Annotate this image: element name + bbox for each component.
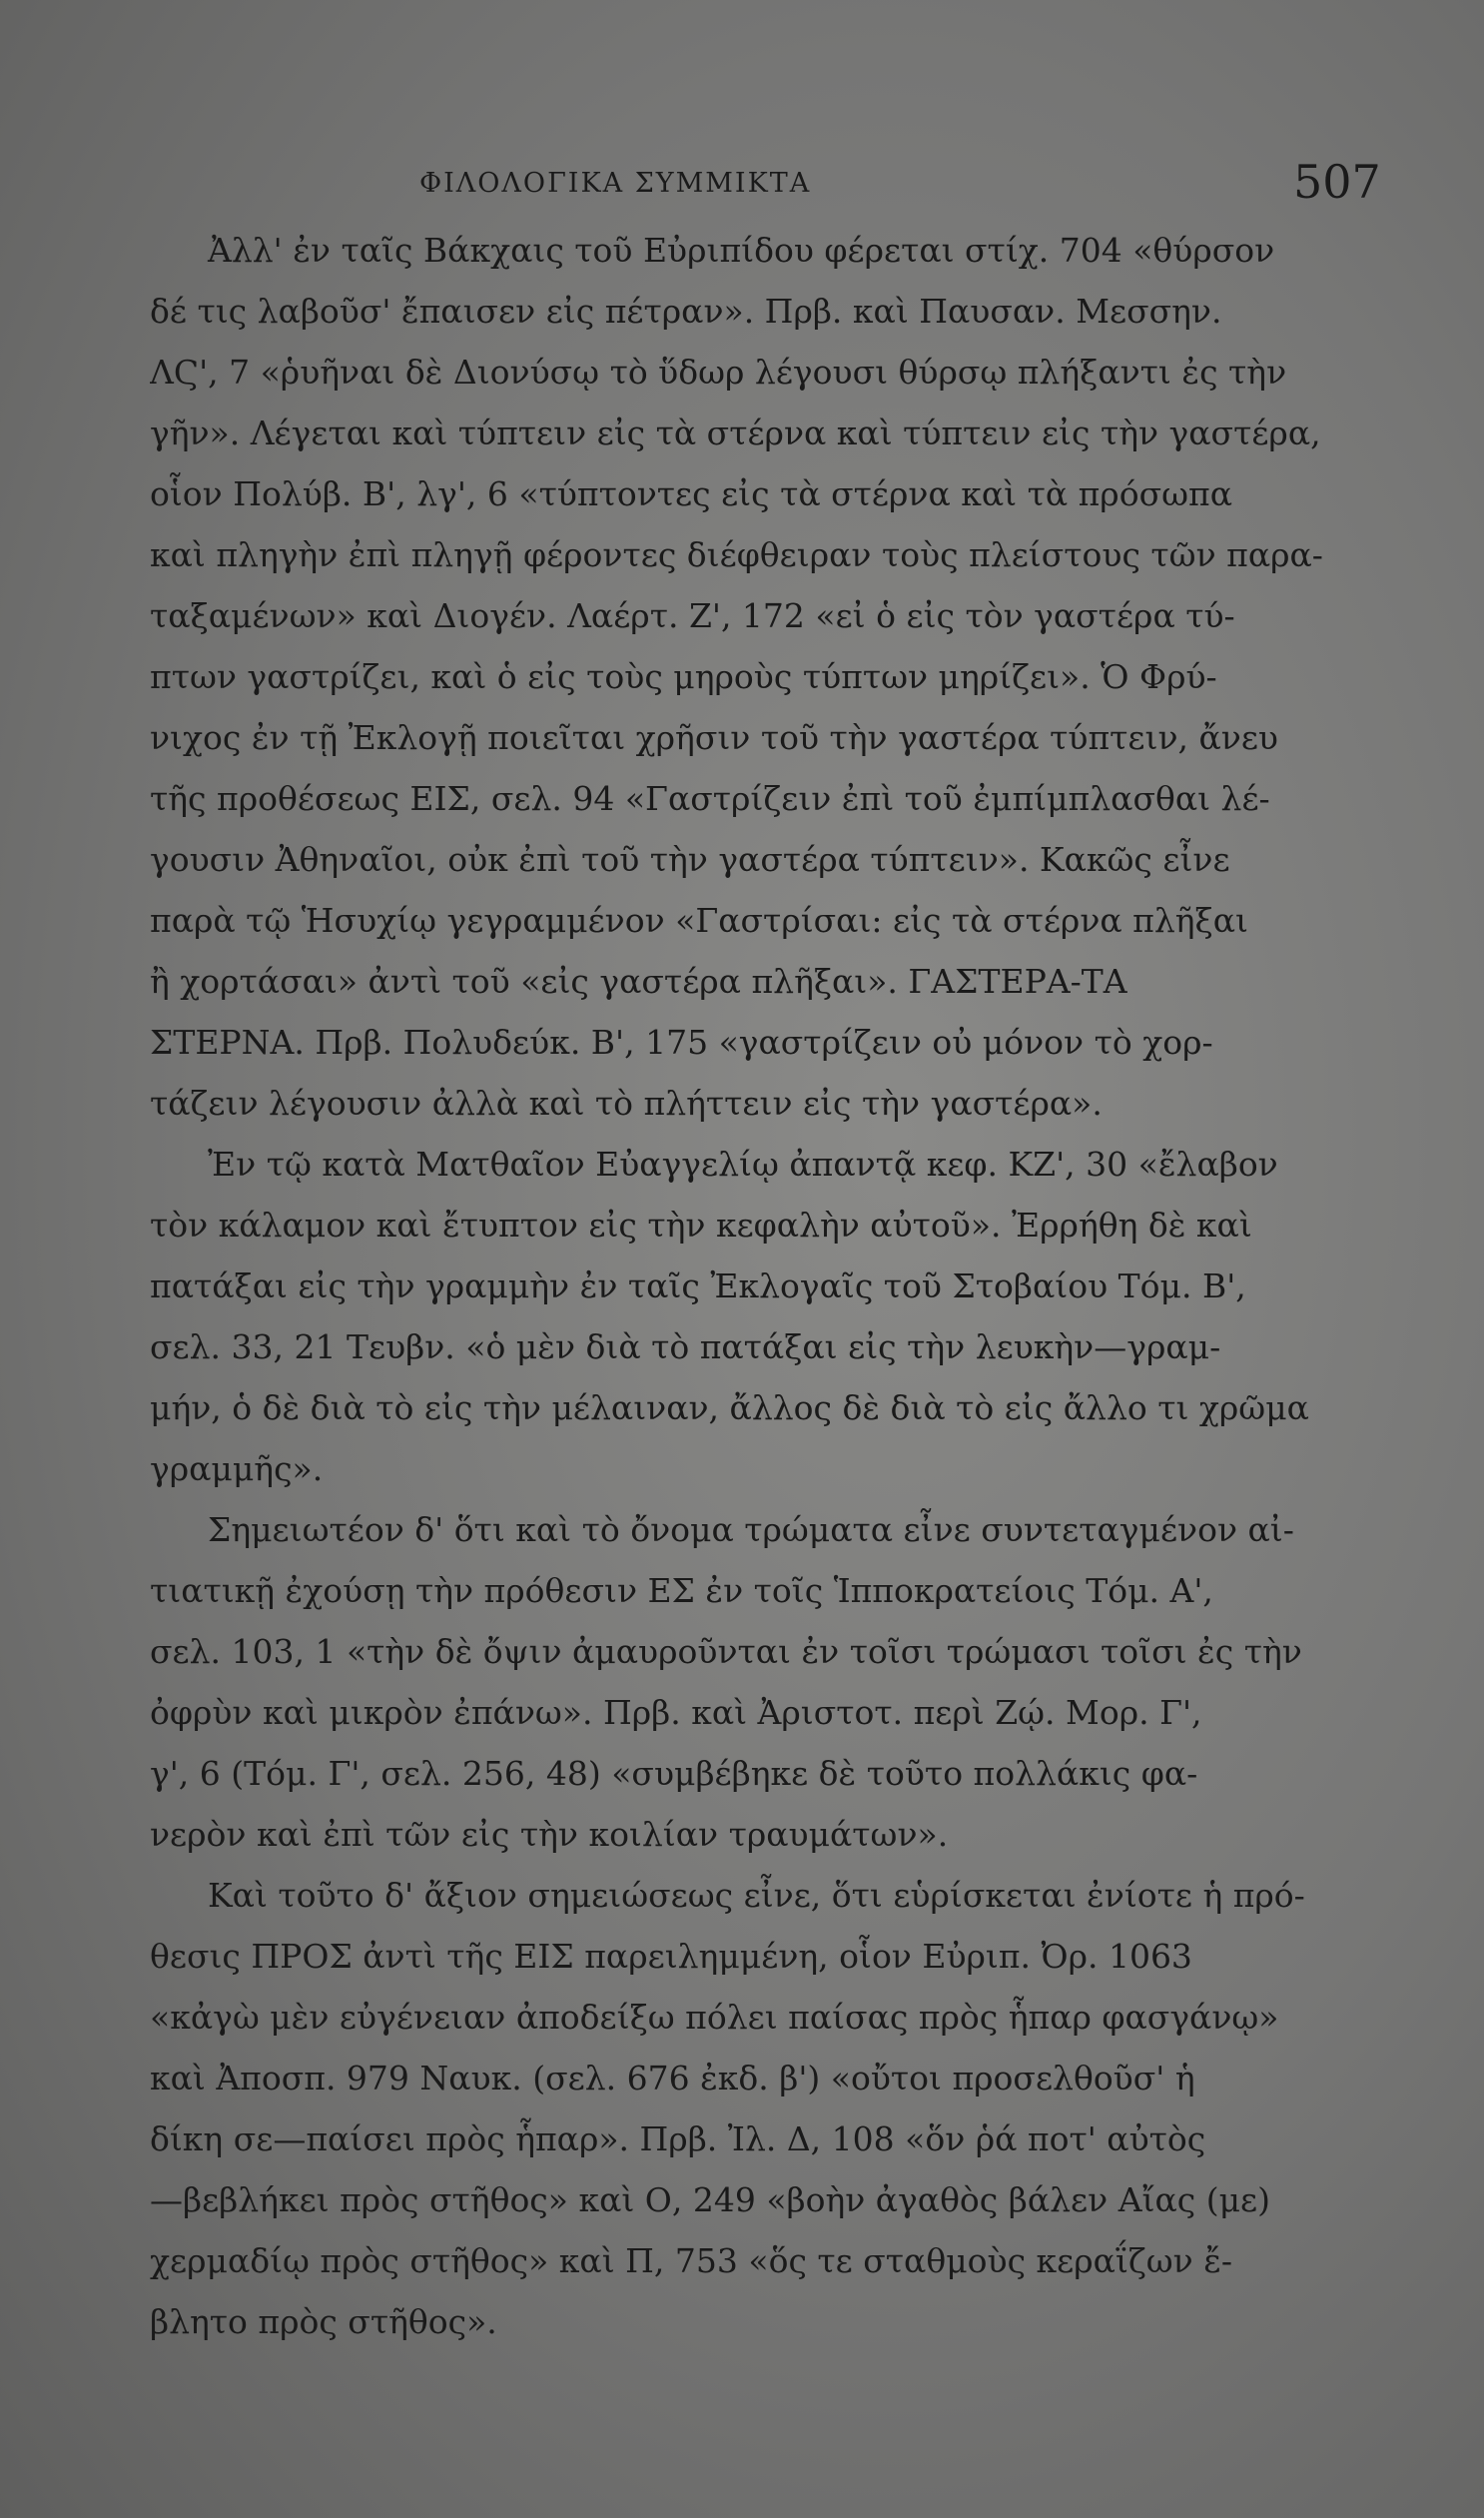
- text-line: καὶ πληγὴν ἐπὶ πληγῇ φέροντες διέφθειραν τοὺς πλείστους τῶν παρα-: [150, 535, 1323, 574]
- text-line: σελ. 33, 21 Τευβν. «ὁ μὲν διὰ τὸ πατάξαι εἰς τὴν λευκὴν—γραμ-: [150, 1327, 1221, 1366]
- text-line: πατάξαι εἰς τὴν γραμμὴν ἐν ταῖς Ἐκλογαῖς τοῦ Στοβαίου Τόμ. Β',: [150, 1266, 1246, 1305]
- text-line: μήν, ὁ δὲ διὰ τὸ εἰς τὴν μέλαιναν, ἄλλος δὲ διὰ τὸ εἰς ἄλλο τι χρῶμα: [150, 1388, 1309, 1427]
- text-line: νερὸν καὶ ἐπὶ τῶν εἰς τὴν κοιλίαν τραυμάτων».: [150, 1815, 949, 1854]
- text-line: καὶ Ἀποσπ. 979 Ναυκ. (σελ. 676 ἐκδ. β') «οὔτοι προσελθοῦσ' ἡ: [150, 2059, 1195, 2098]
- text-line: τῆς προθέσεως ΕΙΣ, σελ. 94 «Γαστρίζειν ἐπὶ τοῦ ἐμπίμπλασθαι λέ-: [150, 779, 1270, 818]
- text-line: γῆν». Λέγεται καὶ τύπτειν εἰς τὰ στέρνα καὶ τύπτειν εἰς τὴν γαστέρα,: [150, 414, 1321, 452]
- text-line: ΣΤΕΡΝΑ. Πρβ. Πολυδεύκ. Β', 175 «γαστρίζειν οὐ μόνον τὸ χορ-: [150, 1023, 1213, 1062]
- text-line: πτων γαστρίζει, καὶ ὁ εἰς τοὺς μηροὺς τύπτων μηρίζει». Ὁ Φρύ-: [150, 657, 1217, 696]
- text-line: παρὰ τῷ Ἡσυχίῳ γεγραμμένον «Γαστρίσαι: εἰς τὰ στέρνα πλῆξαι: [150, 901, 1248, 940]
- text-line: γραμμῆς».: [150, 1449, 324, 1488]
- text-line: ὀφρὺν καὶ μικρὸν ἐπάνω». Πρβ. καὶ Ἀριστοτ. περὶ Ζῴ. Μορ. Γ',: [150, 1693, 1202, 1732]
- text-line: σελ. 103, 1 «τὴν δὲ ὄψιν ἀμαυροῦνται ἐν τοῖσι τρώμασι τοῖσι ἐς τὴν: [150, 1632, 1302, 1671]
- text-line: τάζειν λέγουσιν ἀλλὰ καὶ τὸ πλήττειν εἰς τὴν γαστέρα».: [150, 1084, 1103, 1123]
- text-line: ἢ χορτάσαι» ἀντὶ τοῦ «εἰς γαστέρα πλῆξαι». ΓΑΣΤΕΡΑ-ΤΑ: [150, 962, 1127, 1001]
- text-line: «κἀγὼ μὲν εὐγένειαν ἀποδείξω πόλει παίσας πρὸς ἧπαρ φασγάνῳ»: [150, 1998, 1279, 2037]
- page-number: 507: [1293, 155, 1381, 209]
- text-line: Καὶ τοῦτο δ' ἄξιον σημειώσεως εἶνε, ὅτι εὑρίσκεται ἐνίοτε ἡ πρό-: [208, 1876, 1305, 1915]
- body-text: [150, 220, 1388, 2352]
- text-line: θεσις ΠΡΟΣ ἀντὶ τῆς ΕΙΣ παρειλημμένη, οἷον Εὐριπ. Ὀρ. 1063: [150, 1937, 1192, 1976]
- text-line: Σημειωτέον δ' ὅτι καὶ τὸ ὄνομα τρώματα εἶνε συντεταγμένον αἰ-: [208, 1510, 1294, 1549]
- text-line: τιατικῇ ἐχούσῃ τὴν πρόθεσιν ΕΣ ἐν τοῖς Ἱπποκρατείοις Τόμ. Α',: [150, 1571, 1213, 1610]
- running-title: ΦΙΛΟΛΟΓΙΚΑ ΣΥΜΜΙΚΤΑ: [419, 168, 812, 199]
- text-line: γουσιν Ἀθηναῖοι, οὐκ ἐπὶ τοῦ τὴν γαστέρα τύπτειν». Κακῶς εἶνε: [150, 840, 1230, 879]
- text-line: νιχος ἐν τῇ Ἐκλογῇ ποιεῖται χρῆσιν τοῦ τὴν γαστέρα τύπτειν, ἄνευ: [150, 718, 1278, 757]
- text-line: ΛϚ', 7 «ῥυῆναι δὲ Διονύσῳ τὸ ὕδωρ λέγουσι θύρσῳ πλήξαντι ἐς τὴν: [150, 353, 1287, 392]
- text-line: δέ τις λαβοῦσ' ἔπαισεν εἰς πέτραν». Πρβ. καὶ Παυσαν. Μεσσην.: [150, 292, 1222, 331]
- text-line: —βεβλήκει πρὸς στῆθος» καὶ Ο, 249 «βοὴν ἀγαθὸς βάλεν Αἴας (με): [150, 2180, 1271, 2219]
- text-line: Ἐν τῷ κατὰ Ματθαῖον Εὐαγγελίῳ ἀπαντᾷ κεφ. ΚΖ', 30 «ἔλαβον: [208, 1145, 1278, 1184]
- text-line: Ἀλλ' ἐν ταῖς Βάκχαις τοῦ Εὐριπίδου φέρεται στίχ. 704 «θύρσον: [208, 231, 1275, 270]
- text-line: χερμαδίῳ πρὸς στῆθος» καὶ Π, 753 «ὅς τε σταθμοὺς κεραΐζων ἔ-: [150, 2241, 1233, 2280]
- text-line: τὸν κάλαμον καὶ ἔτυπτον εἰς τὴν κεφαλὴν αὐτοῦ». Ἐρρήθη δὲ καὶ: [150, 1206, 1252, 1245]
- text-line: οἷον Πολύβ. Β', λγ', 6 «τύπτοντες εἰς τὰ στέρνα καὶ τὰ πρόσωπα: [150, 474, 1232, 513]
- text-line: γ', 6 (Τόμ. Γ', σελ. 256, 48) «συμβέβηκε δὲ τοῦτο πολλάκις φα-: [150, 1754, 1198, 1793]
- text-line: ταξαμένων» καὶ Διογέν. Λαέρτ. Ζ', 172 «εἰ ὁ εἰς τὸν γαστέρα τύ-: [150, 596, 1235, 635]
- text-line: βλητο πρὸς στῆθος».: [150, 2302, 497, 2341]
- text-line: δίκη σε—παίσει πρὸς ἧπαρ». Πρβ. Ἰλ. Δ, 108 «ὅν ῥά ποτ' αὐτὸς: [150, 2119, 1206, 2158]
